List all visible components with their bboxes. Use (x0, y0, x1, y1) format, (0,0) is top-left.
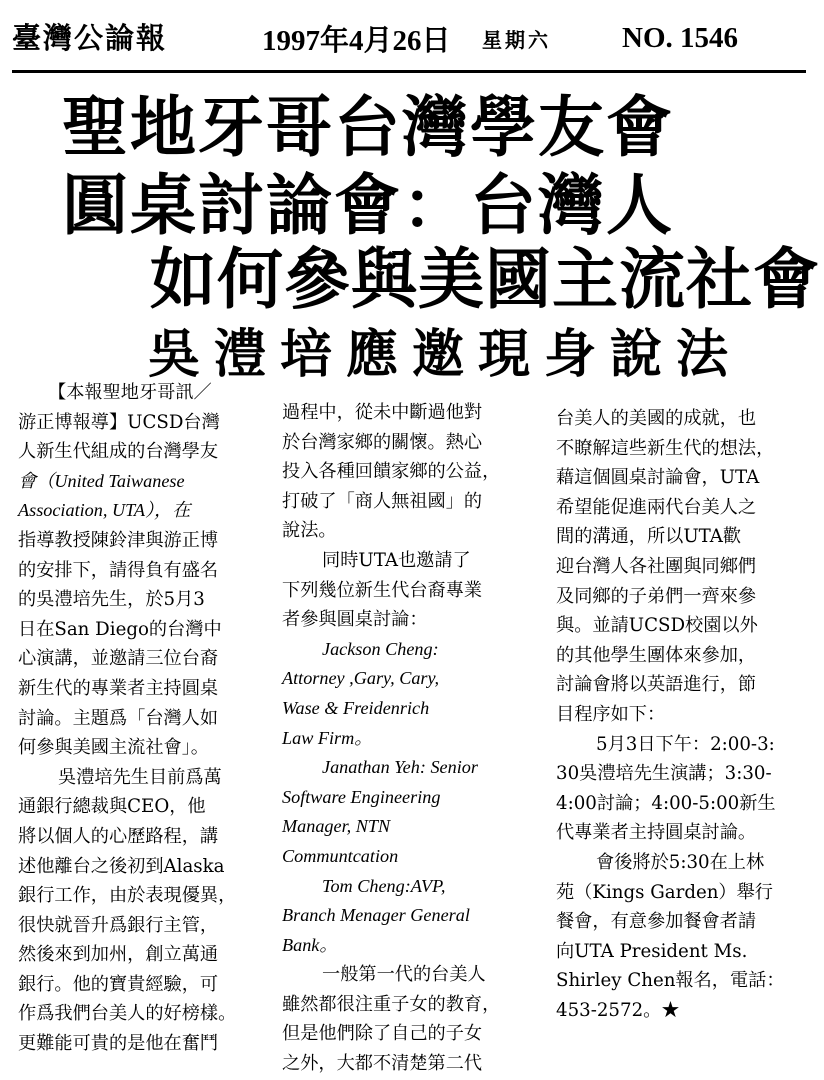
text-line: Manager, NTN (282, 816, 391, 837)
text-line: Attorney ,Gary, Cary, (282, 668, 440, 689)
text-line: 30吳澧培先生演講；3:30- (556, 763, 772, 785)
text-line: Software Engineering (282, 786, 441, 807)
text-line: 間的溝通，所以UTA歡 (556, 526, 742, 548)
text-line: 打破了「商人無祖國」的 (282, 490, 483, 512)
text-line: 但是他們除了自己的子女 (282, 1023, 483, 1045)
headline-line-2: 圓桌討論會：台灣人 (62, 167, 674, 244)
text-line: 會（United Taiwanese (18, 470, 185, 491)
text-line: Shirley Chen報名，電話： (556, 970, 785, 992)
text-line: 何參與美國主流社會」。 (18, 737, 209, 759)
text-line: 同時UTA也邀請了 (322, 549, 471, 571)
text-line: 【本報聖地牙哥訊／ (48, 382, 212, 403)
text-line: 會後將於5:30在上林 (596, 851, 765, 873)
text-line: 與。並請UCSD校園以外 (556, 615, 758, 637)
text-line: 不瞭解這些新生代的想法， (556, 437, 775, 459)
text-line: 的其他學生團体來參加， (556, 644, 757, 666)
issue-weekday: 星期六 (482, 28, 551, 52)
headline-line-3: 如何參與美國主流社會 (150, 241, 820, 318)
text-line: 4:00討論；4:00-5:00新生 (556, 792, 776, 814)
text-line: 通銀行總裁與CEO，他 (18, 796, 206, 818)
text-line: 一般第一代的台美人 (322, 964, 486, 986)
text-line: 台美人的美國的成就，也 (556, 408, 757, 429)
text-line: 及同鄉的子弟們一齊來參 (556, 585, 757, 607)
text-line: Tom Cheng:AVP, (322, 875, 446, 896)
article-column-3 (556, 404, 814, 1025)
text-line: 銀行。他的寶貴經驗，可 (18, 973, 219, 995)
text-line: 餐會，有意參加餐會者請 (556, 911, 757, 933)
text-line: Association, UTA），在 (18, 500, 191, 521)
newspaper-name: 臺灣公論報 (12, 21, 168, 55)
text-line: 投入各種回饋家鄉的公益， (282, 461, 501, 483)
text-line: Wase & Freidenrich (282, 697, 430, 718)
text-line: 人新生代組成的台灣學友 (18, 441, 219, 463)
text-line: 更難能可貴的是他在奮鬥 (18, 1033, 219, 1055)
text-line: 吳澧培先生目前爲萬 (58, 766, 222, 788)
text-line: 作爲我們台美人的好榜樣。 (18, 1003, 237, 1025)
subheadline: 吳澧培應邀現身說法 (148, 324, 743, 385)
text-line: 於台灣家鄉的關懷。熱心 (282, 431, 483, 453)
text-line: 向UTA President Ms. (556, 940, 748, 962)
masthead-rule (12, 70, 806, 73)
text-line: 討論。主題爲「台灣人如 (18, 707, 219, 729)
text-line: 迎台灣人各社團與同鄉們 (556, 555, 757, 577)
text-line: Bank。 (282, 934, 338, 955)
text-line: 的吳澧培先生，於5月3 (18, 589, 205, 611)
text-line: 苑（Kings Garden）舉行 (556, 881, 773, 903)
masthead (0, 0, 824, 72)
text-line: 指導教授陳鈴津與游正博 (18, 529, 219, 551)
text-line: 的安排下，請得負有盛名 (18, 559, 219, 581)
text-line: Communtcation (282, 845, 399, 866)
headline-line-1: 聖地牙哥台灣學友會 (62, 89, 674, 166)
text-line: Janathan Yeh: Senior (322, 757, 478, 778)
text-line: 銀行工作，由於表現優異， (18, 885, 237, 907)
text-line: 453-2572。★ (556, 999, 680, 1021)
issue-date: 1997年4月26日 (262, 25, 451, 57)
text-line: 日在San Diego的台灣中 (18, 618, 222, 640)
text-line: 之外，大都不清楚第二代 (282, 1053, 483, 1075)
issue-number: NO. 1546 (622, 22, 738, 54)
text-line: Law Firm。 (282, 727, 373, 748)
text-line: 希望能促進兩代台美人之 (556, 496, 757, 518)
text-line: 藉這個圓桌討論會，UTA (556, 467, 760, 489)
article-column-2 (282, 398, 540, 1079)
text-line: 將以個人的心歷路程，講 (18, 825, 219, 847)
text-line: 過程中，從未中斷過他對 (282, 402, 483, 423)
text-line: Branch Menager General (282, 905, 470, 926)
text-line: Jackson Cheng: (322, 638, 439, 659)
text-line: 新生代的專業者主持圓桌 (18, 677, 219, 699)
text-line: 5月3日下午：2:00-3: (596, 733, 775, 755)
text-line: 很快就晉升爲銀行主管， (18, 914, 219, 936)
text-line: 然後來到加州，創立萬通 (18, 944, 219, 966)
text-line: 目程序如下： (556, 703, 666, 725)
text-line: 雖然都很注重子女的教育， (282, 993, 501, 1015)
text-line: 述他離台之後初到Alaska (18, 855, 225, 877)
text-line: 代專業者主持圓桌討論。 (556, 822, 757, 844)
text-line: 心演講，並邀請三位台裔 (18, 648, 219, 670)
text-line: 游正博報導】UCSD台灣 (18, 411, 220, 433)
article-column-1 (18, 378, 268, 1059)
text-line: 討論會將以英語進行，節 (556, 674, 757, 696)
text-line: 說法。 (282, 520, 337, 542)
text-line: 者參與圓桌討論： (282, 609, 428, 631)
text-line: 下列幾位新生代台裔專業 (282, 579, 483, 601)
